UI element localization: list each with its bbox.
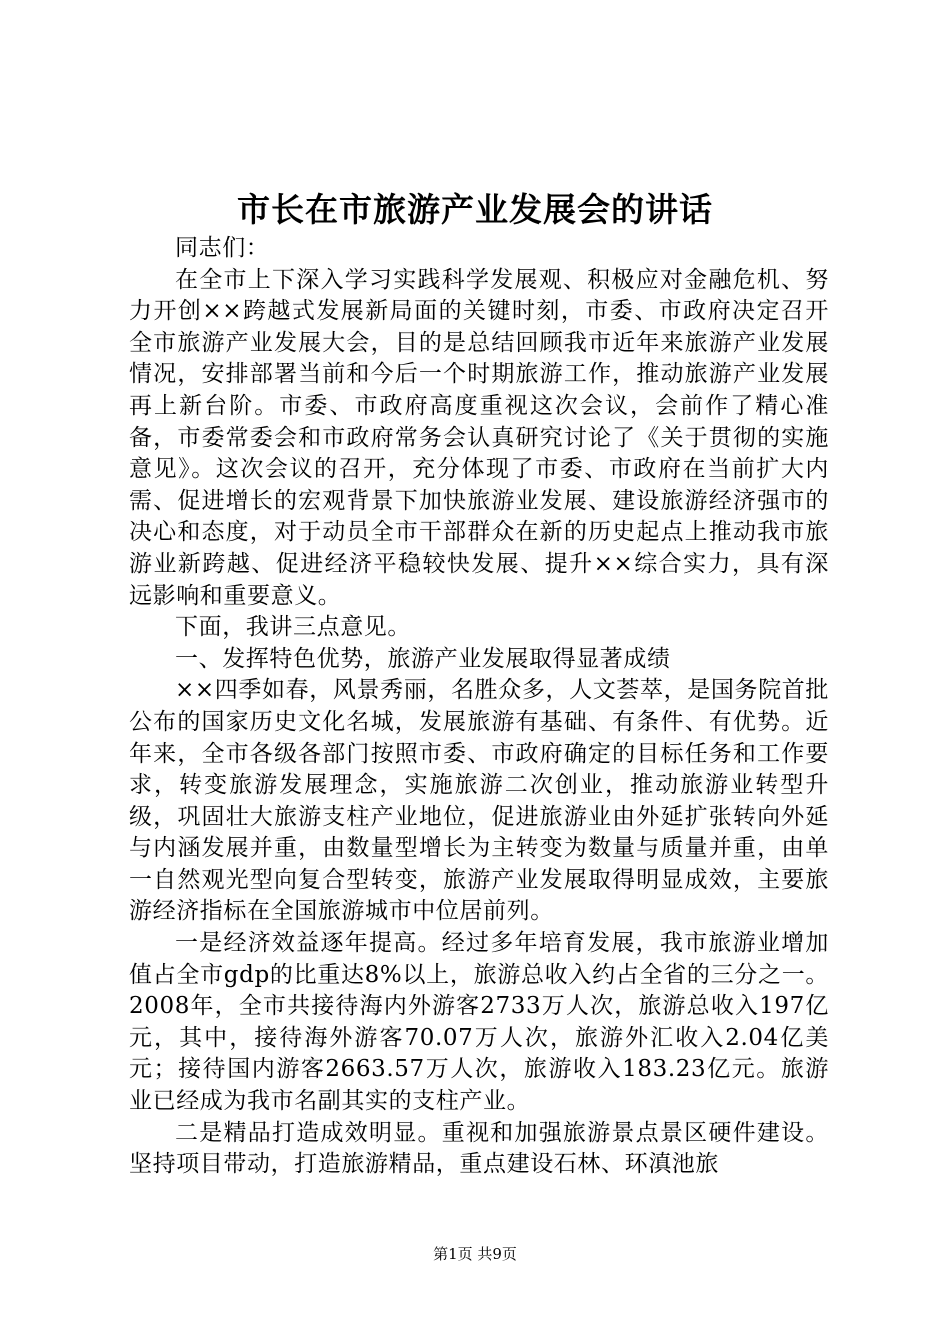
document-body	[129, 233, 829, 1181]
paragraph-quality-products: 二是精品打造成效明显。重视和加强旅游景点景区硬件建设。坚持项目带动，打造旅游精品，重点建设石林、环滇池旅	[129, 1119, 829, 1178]
paragraph-greeting: 同志们：	[175, 235, 270, 261]
paragraph-outline: 下面，我讲三点意见。	[175, 614, 411, 641]
paragraph-intro: 在全市上下深入学习实践科学发展观、积极应对金融危机、努力开创××跨越式发展新局面的关键时刻，市委、市政府决定召开全市旅游产业发展大会，目的是总结回顾我市近年来旅游产业发展情况，安排部署当前和今后一个时期旅游工作，推动旅游产业发展再上新台阶。市委、市政府高度重视这次会议，会前作了精心准备，市委常委会和市政府常务会认真研究讨论了《关于贯彻的实施意见》。这次会议的召开，充分体现了市委、市政府在当前扩大内需、促进增长的宏观背景下加快旅游业发展、建设旅游经济强市的决心和态度，对于动员全市干部群众在新的历史起点上推动我市旅游业新跨越、促进经济平稳较快发展、提升××综合实力，具有深远影响和重要意义。	[129, 266, 829, 609]
paragraph-overview: ××四季如春，风景秀丽，名胜众多，人文荟萃，是国务院首批公布的国家历史文化名城，发展旅游有基础、有条件、有优势。近年来，全市各级各部门按照市委、市政府确定的目标任务和工作要求，转变旅游发展理念，实施旅游二次创业，推动旅游业转型升级，巩固壮大旅游支柱产业地位，促进旅游业由外延扩张转向外延与内涵发展并重，由数量型增长为主转变为数量与质量并重，由单一自然观光型向复合型转变，旅游产业发展取得明显成效，主要旅游经济指标在全国旅游城市中位居前列。	[129, 677, 829, 925]
document-title: 市长在市旅游产业发展会的讲话	[237, 190, 713, 229]
section-heading-1: 一、发挥特色优势，旅游产业发展取得显著成绩	[175, 645, 671, 672]
page-number: 第1页 共9页	[433, 1245, 517, 1263]
paragraph-economic-benefits: 一是经济效益逐年提高。经过多年培育发展，我市旅游业增加值占全市gdp的比重达8%以上，旅游总收入约占全省的三分之一。2008年，全市共接待海内外游客2733万人次，旅游总收入197亿元，其中，接待海外游客70.07万人次，旅游外汇收入2.04亿美元；接待国内游客2663.57万人次，旅游收入183.23亿元。旅游业已经成为我市名副其实的支柱产业。	[129, 930, 829, 1115]
